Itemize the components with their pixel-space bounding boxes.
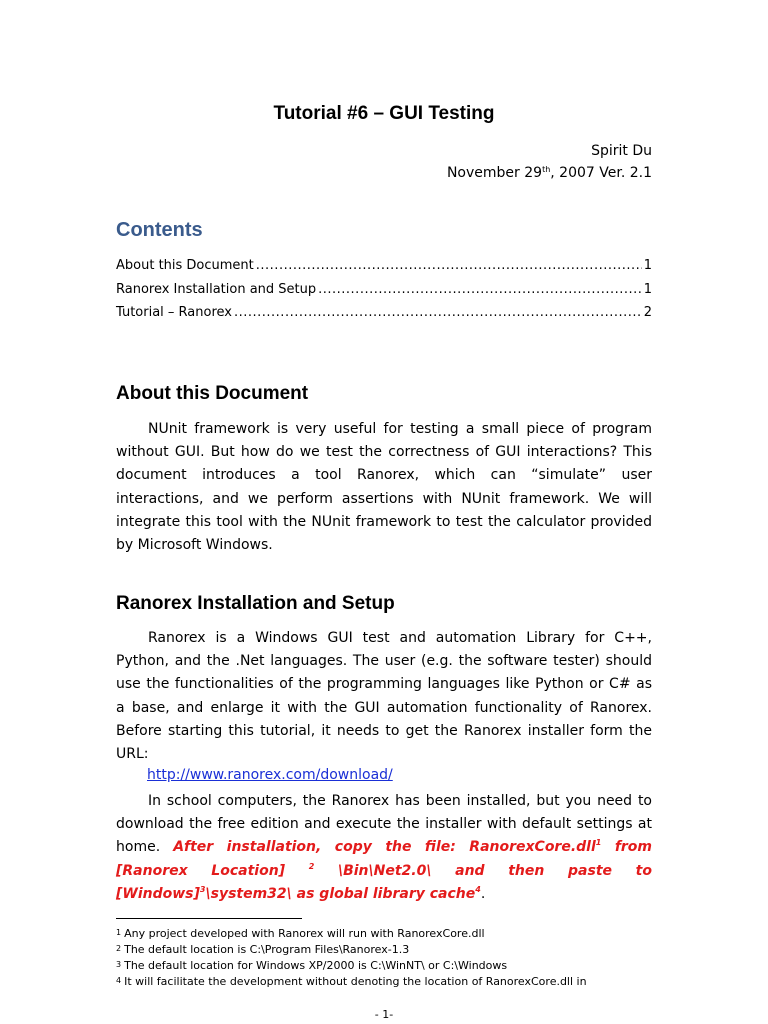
footnote-number: 3: [116, 960, 122, 969]
installation-paragraph-1: Ranorex is a Windows GUI test and automation Library for C++, Python, and the .Net languages. The user (e.g. the software tester) should use the functionalities of the programming languages like Python or C# as a base, and enlarge it with the GUI automation functionality of Ranorex. Before starting this tutorial, it needs to get the Ranorex installer form the URL:: [116, 630, 652, 763]
download-url-line: [147, 767, 393, 783]
footnote-text: The default location for Windows XP/2000 is C:\WinNT\ or C:\Windows: [124, 959, 508, 972]
toc-page: 1: [643, 258, 652, 273]
toc-label: Tutorial – Ranorex: [116, 305, 232, 320]
instruction-part: from [Ranorex Location]: [116, 839, 653, 879]
toc-label: About this Document: [116, 258, 254, 273]
about-paragraph: NUnit framework is very useful for testing a small piece of program without GUI. But how do we test the correctness of GUI interactions? This document introduces a tool Ranorex, which can “simulate” user interactions, and we perform assertions with NUnit framework. We will integrate this tool with the NUnit framework to test the calculator provided by Microsoft Windows.: [116, 421, 652, 554]
document-title: Tutorial #6 – GUI Testing: [273, 103, 495, 124]
footnote-separator: [116, 918, 302, 919]
footnote-ref[interactable]: 1: [595, 838, 602, 848]
highlight-instruction: [116, 839, 652, 901]
footnote-1: [116, 927, 676, 940]
date-prefix: November 29: [446, 165, 543, 181]
footnote-number: 4: [116, 976, 122, 985]
date-suffix: , 2007 Ver. 2.1: [550, 165, 652, 181]
paragraph-end: .: [480, 885, 486, 902]
footnote-text: The default location is C:\Program Files\Ranorex-1.3: [124, 943, 410, 956]
date-ordinal: th: [542, 165, 551, 174]
author: Spirit Du: [591, 143, 652, 159]
instruction-part: After installation, copy the file: RanorexCore.dll: [173, 839, 596, 856]
toc-entry-about[interactable]: [116, 258, 652, 273]
instruction-part: \system32\ as global library cache: [205, 885, 476, 902]
toc-page: 2: [643, 305, 652, 320]
contents-heading: Contents: [116, 219, 203, 241]
page-number: - 1-: [374, 1008, 394, 1021]
toc-entry-tutorial[interactable]: [116, 305, 652, 320]
toc-label: Ranorex Installation and Setup: [116, 282, 317, 297]
footnote-ref[interactable]: 3: [199, 884, 206, 894]
toc-entry-installation[interactable]: [116, 282, 652, 297]
date-version: [447, 165, 652, 181]
footnote-text: Any project developed with Ranorex will run with RanorexCore.dll: [124, 927, 485, 940]
toc-page: 1: [643, 282, 652, 297]
toc-leader: [318, 282, 642, 297]
footnote-number: 2: [116, 944, 122, 953]
footnote-ref[interactable]: 4: [475, 884, 481, 894]
footnote-3: [116, 959, 676, 972]
installation-paragraph-2: [116, 790, 652, 906]
footnote-text: It will facilitate the development without denoting the location of RanorexCore.dll in: [124, 975, 587, 988]
toc-leader: [234, 305, 642, 320]
footnote-2: [116, 943, 676, 956]
about-heading: About this Document: [116, 383, 309, 404]
instruction-part: \Bin\Net2.0\ and then paste to [Windows]: [116, 862, 652, 902]
footnote-4: [116, 975, 676, 988]
download-url-link[interactable]: http://www.ranorex.com/download/: [147, 767, 393, 783]
paragraph-text: In school computers, the Ranorex has been installed, but you need to download the free edition and execute the installer with default settings at home.: [116, 793, 652, 856]
footnote-number: 1: [116, 928, 122, 937]
installation-heading: Ranorex Installation and Setup: [116, 593, 395, 614]
toc-leader: [256, 258, 642, 273]
footnote-ref[interactable]: 2: [308, 861, 315, 871]
